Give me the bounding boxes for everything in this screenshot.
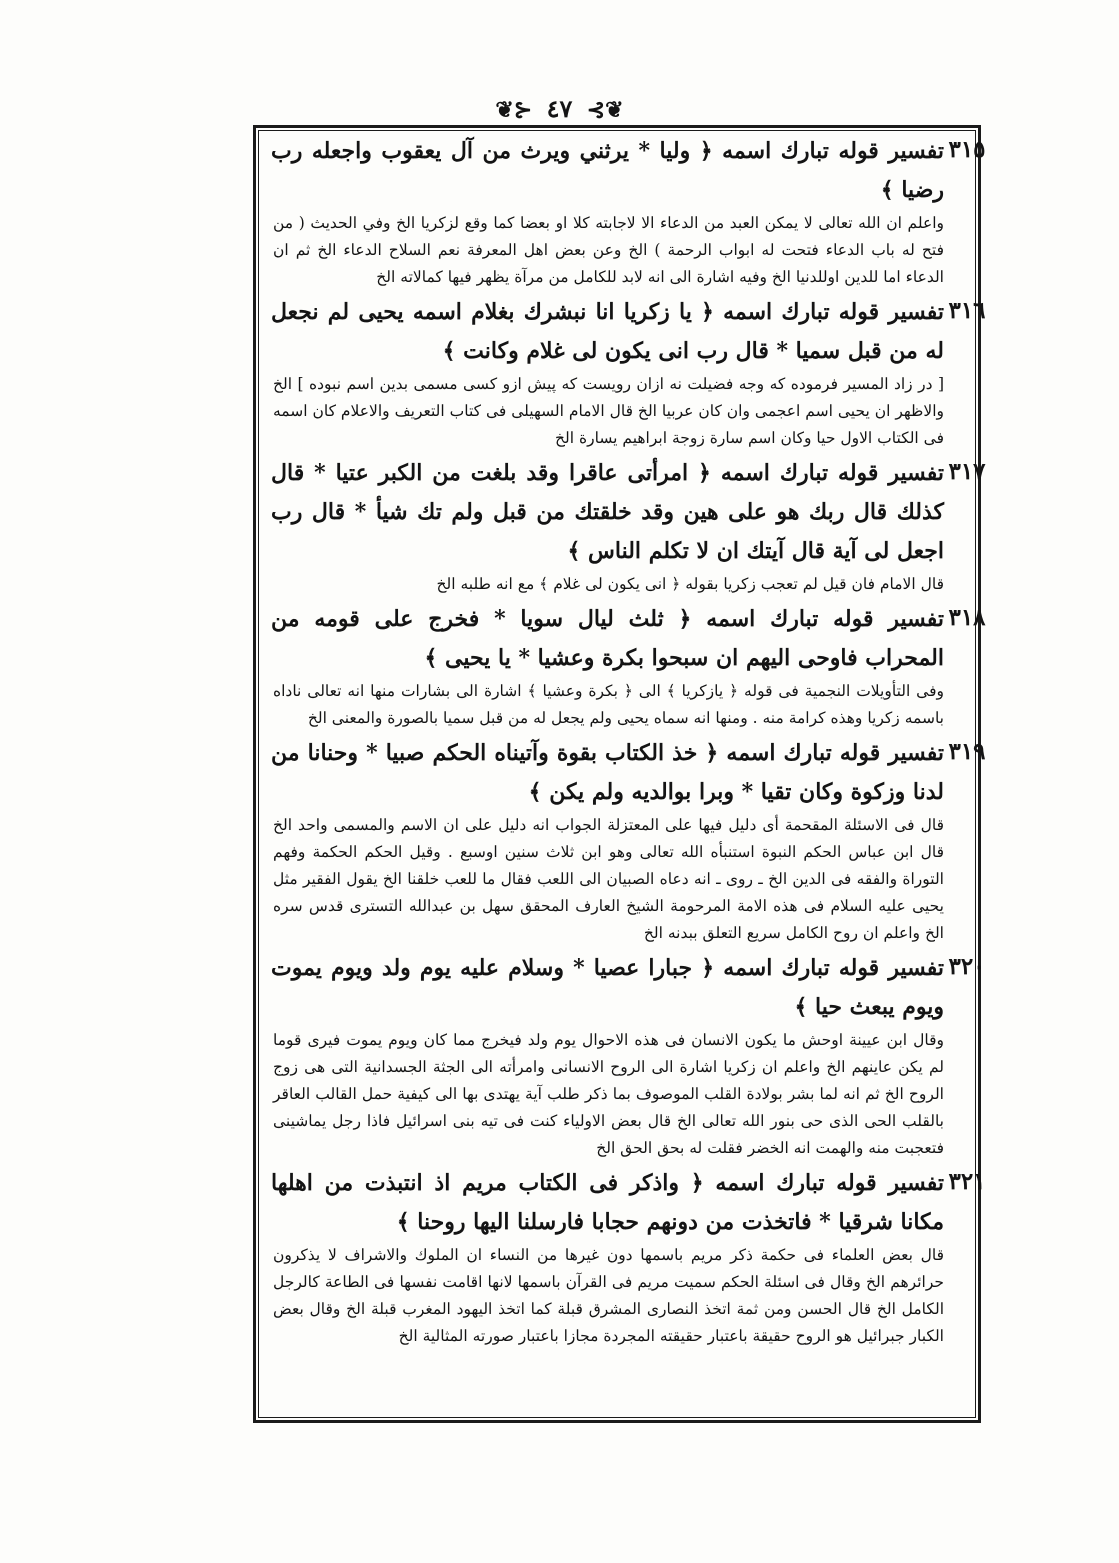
entry-number: ٣١٨: [948, 604, 986, 631]
commentary-text: [ در زاد المسير فرموده كه وجه فضيلت نه ازان رويست كه پيش ازو كسى مسمى بدين اسم نبوده ] الخ والاظهر ان يحيى اسم اعجمى وان كان عربيا الخ قال الامام السهيلى فى كتاب التعريف والاعلام كان اسمه فى الكتاب الاول حيا وكان اسم سارة زوجة ابراهيم يسارة الخ: [273, 375, 944, 447]
ornament-right-icon: ⊰❦: [586, 97, 624, 123]
ornament-left-icon: ❦⊱: [495, 97, 533, 123]
verse-text: تفسير قوله تبارك اسمه ﴿ امرأتى عاقرا وقد بلغت من الكبر عتيا * قال كذلك قال ربك هو على هين وقد خلقتك من قبل ولم تك شيأ * قال رب اجعل لى آية قال آيتك ان لا تكلم الناس ﴾: [271, 460, 944, 564]
entry-number: ٣١٦: [948, 297, 986, 324]
page-number: ٤٧: [546, 94, 573, 123]
commentary-text: قال فى الاسئلة المقحمة أى دليل فيها على المعتزلة الجواب انه دليل على ان الاسم والمسمى واحد الخ قال ابن عباس الحكم النبوة استنبأه الله تعالى وهو ابن ثلاث سنين اوسبع . وقيل الحكم الحكمة وفهم التوراة والفقه فى الدين الخ ـ روى ـ انه دعاه الصبيان الى اللعب فقال ما للعب خلقنا الخ يقول الفقير مثل يحيى عليه السلام فى هذه الامة المرحومة الشيخ العارف المحقق سهل بن عبدالله التسترى قدس سره الخ واعلم ان روح الكامل سريع التعلق ببدنه الخ: [273, 816, 944, 942]
verse-text: تفسير قوله تبارك اسمه ﴿ واذكر فى الكتاب مريم اذ انتبذت من اهلها مكانا شرقيا * فاتخذت من دونهم حجابا فارسلنا اليها روحنا ﴾: [271, 1170, 944, 1235]
entry-320: [265, 949, 990, 1027]
entry-number: ٣٢١: [948, 1168, 986, 1195]
verse-text: تفسير قوله تبارك اسمه ﴿ وليا * يرثني ويرث من آل يعقوب واجعله رب رضيا ﴾: [271, 138, 944, 203]
commentary-text: قال الامام فان قيل لم تعجب زكريا بقوله ﴿ انى يكون لى غلام ﴾ مع انه طلبه الخ: [436, 575, 944, 593]
entry-number: ٣١٥: [948, 136, 986, 163]
verse-text: تفسير قوله تبارك اسمه ﴿ ثلث ليال سويا * فخرج على قومه من المحراب فاوحى اليهم ان سبحوا بكرة وعشيا * يا يحيى ﴾: [271, 606, 944, 671]
page-body: [265, 132, 990, 1417]
verse-text: تفسير قوله تبارك اسمه ﴿ يا زكريا انا نبشرك بغلام اسمه يحيى لم نجعل له من قبل سميا * قال رب انى يكون لى غلام وكانت ﴾: [271, 299, 944, 364]
page-header: [0, 92, 1119, 126]
entry-318: [265, 600, 990, 678]
commentary-text: واعلم ان الله تعالى لا يمكن العبد من الدعاء الا لاجابته كلا او بعضا كما وقع لزكريا الخ وفي الحديث ( من فتح له باب الدعاء فتحت له ابواب الرحمة ) الخ وعن بعض اهل المعرفة نعم السلاح الدعاء الخ ثم ان الدعاء اما للدين اوللدنيا الخ وفيه اشارة الى انه لابد للكامل من مرآة يظهر فيها كمالاته الخ: [273, 214, 944, 286]
commentary-text: قال بعض العلماء فى حكمة ذكر مريم باسمها دون غيرها من النساء ان الملوك والاشراف لا يذكرون حرائرهم الخ وقال فى اسئلة الحكم سميت مريم فى القرآن باسمها لانها اقامت نفسها فى الطاعة كالرجل الكامل الخ قال الحسن ومن ثمة اتخذ النصارى المشرق قبلة كما اتخذ اليهود المغرب قبلة الخ وقال بعض الكبار جبرائيل هو الروح حقيقة باعتبار حقيقته المجردة مجازا باعتبار صورته المثالية الخ: [273, 1246, 944, 1345]
entry-317: [265, 454, 990, 571]
commentary-text: وفى التأويلات النجمية فى قوله ﴿ يازكريا ﴾ الى ﴿ بكرة وعشيا ﴾ اشارة الى بشارات منها انه تعالى ناداه باسمه زكريا وهذه كرامة منه . ومنها انه سماه يحيى ولم يجعل له من قبل سميا بالصورة والمعنى الخ: [273, 682, 944, 727]
entry-316: [265, 293, 990, 371]
entry-315: [265, 132, 990, 210]
verse-text: تفسير قوله تبارك اسمه ﴿ جبارا عصيا * وسلام عليه يوم ولد ويوم يموت ويوم يبعث حيا ﴾: [271, 955, 944, 1020]
entry-number: ٣٢٠: [948, 953, 986, 980]
entry-number: ٣١٧: [948, 458, 986, 485]
entry-321: [265, 1164, 990, 1242]
verse-text: تفسير قوله تبارك اسمه ﴿ خذ الكتاب بقوة وآتيناه الحكم صبيا * وحنانا من لدنا وزكوة وكان تقيا * وبرا بوالديه ولم يكن ﴾: [271, 740, 944, 805]
entry-319: [265, 734, 990, 812]
entry-number: ٣١٩: [948, 738, 986, 765]
commentary-text: وقال ابن عيينة اوحش ما يكون الانسان فى هذه الاحوال يوم ولد فيخرج مما كان ويوم يموت فيرى قوما لم يكن عاينهم الخ واعلم ان زكريا اشارة الى الروح الانسانى وامرأته الى الجثة الجسدانية التى هى زوج الروح الخ ثم انه لما بشر بولادة القلب الموصوف بما ذكر طلب آية يهتدى بها الى كيفية حمل القالب العاقر بالقلب الحى الذى حى بنور الله تعالى الخ قال بعض الاولياء كنت فى تيه بنى اسرائيل فاذا رجل يماشينى فتعجبت منه والهمت انه الخضر فقلت له بحق الحق الخ: [273, 1031, 944, 1157]
